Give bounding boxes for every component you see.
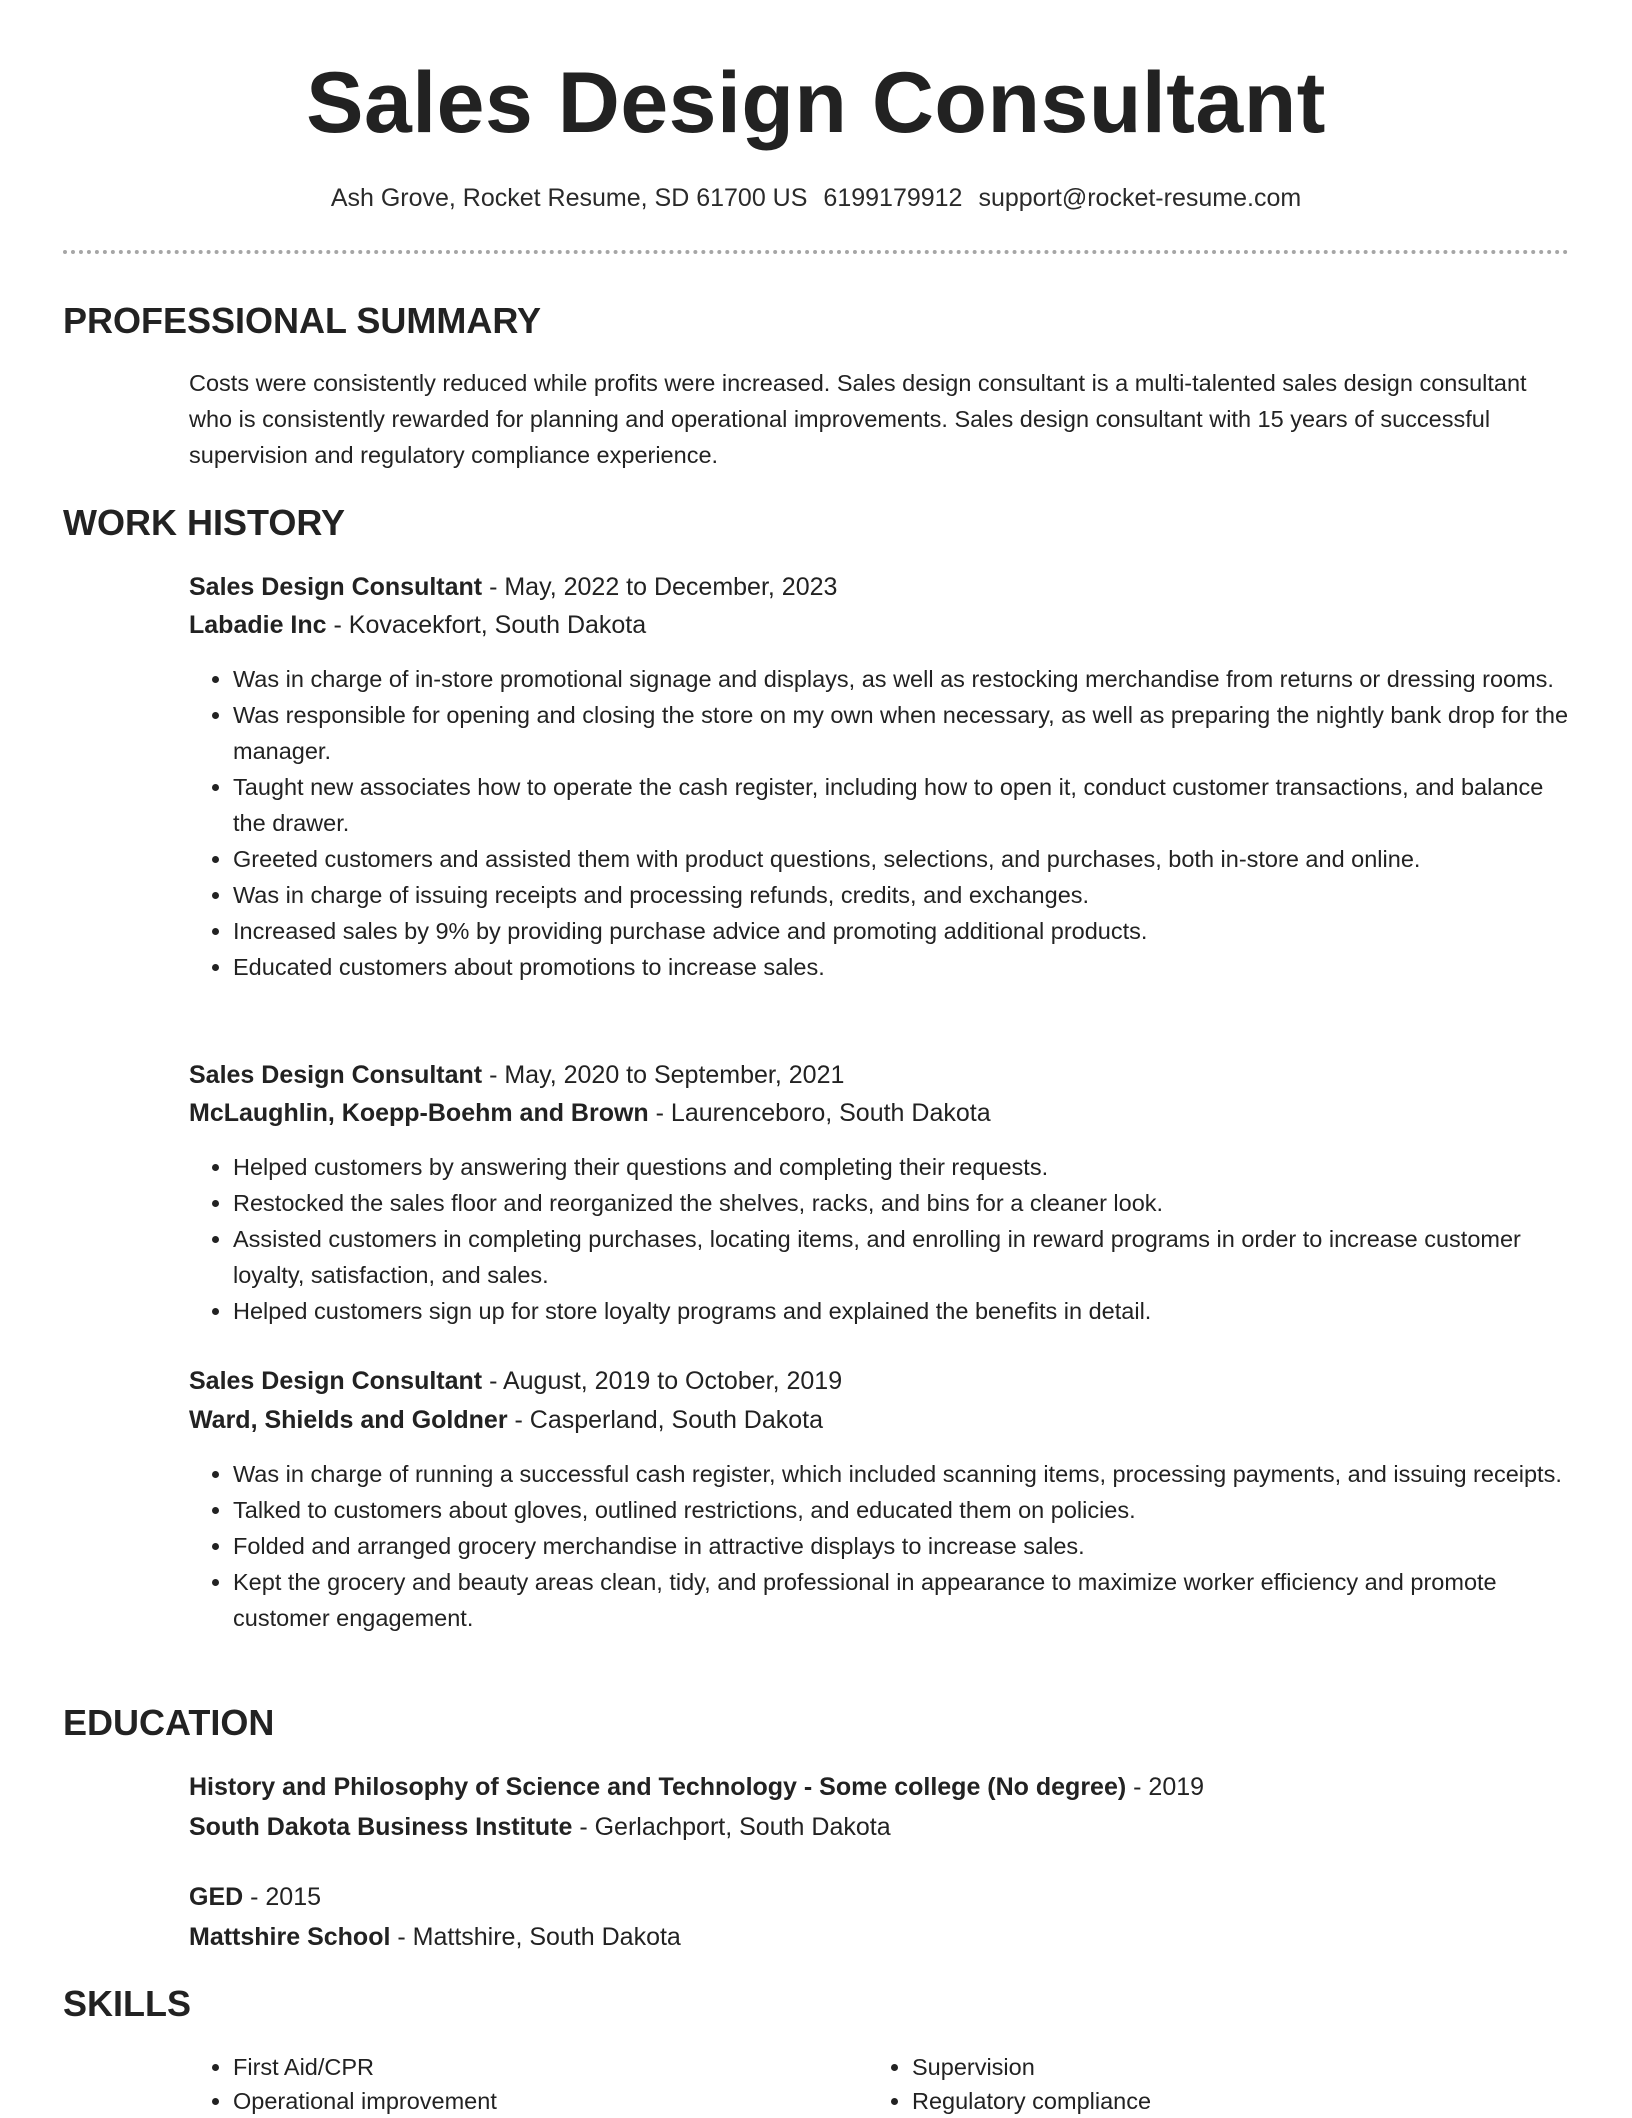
job-dates: - May, 2020 to September, 2021 [482,1061,845,1089]
job-bullet: • Was in charge of issuing receipts and processing refunds, credits, and exchanges. [233,877,1569,913]
job-company-line [189,606,1569,644]
skill-item: • Supervision [912,2050,1151,2084]
education-location: - Gerlachport, South Dakota [572,1813,891,1841]
job-company-line [189,1401,1569,1439]
skill-item: • First Aid/CPR [233,2050,497,2084]
education-school: Mattshire School [189,1923,391,1951]
job-bullet: • Educated customers about promotions to increase sales. [233,949,1569,985]
education-year: - 2015 [243,1883,322,1911]
skill-item: • Regulatory compliance [912,2084,1151,2118]
job-role: Sales Design Consultant [189,1061,483,1089]
education-school: South Dakota Business Institute [189,1813,573,1841]
job-company-line [189,1094,1569,1132]
job-bullet: • Assisted customers in completing purchases, locating items, and enrolling in reward programs in order to increase customer loyalty, satisfaction, and sales. [233,1221,1569,1293]
contact-phone: 6199179912 [823,184,963,212]
job-bullet: • Kept the grocery and beauty areas clean, tidy, and professional in appearance to maximize worker efficiency and promote customer engagement. [233,1564,1569,1636]
education-degree-line [189,1768,1569,1806]
skills-list-right [868,2050,1151,2118]
skills-list-left [189,2050,497,2118]
education-degree: GED [189,1883,244,1911]
education-degree-line [189,1878,1569,1916]
job-bullet: • Talked to customers about gloves, outlined restrictions, and educated them on policies. [233,1492,1569,1528]
skill-item: • Operational improvement [233,2084,497,2118]
education-school-line [189,1808,1569,1846]
education-degree: History and Philosophy of Science and Technology - Some college (No degree) [189,1773,1127,1801]
education-school-line [189,1918,1569,1956]
job-bullet-list [189,1456,1569,1636]
job-bullet: • Increased sales by 9% by providing purchase advice and promoting additional products. [233,913,1569,949]
contact-address: Ash Grove, Rocket Resume, SD 61700 US [330,184,808,212]
job-role: Sales Design Consultant [189,573,483,601]
job-bullet-list [189,661,1569,985]
contact-email[interactable]: support@rocket-resume.com [978,184,1302,212]
job-bullet: • Folded and arranged grocery merchandise in attractive displays to increase sales. [233,1528,1569,1564]
job-dates: - August, 2019 to October, 2019 [482,1367,843,1395]
job-title-line [189,568,1569,606]
job-company: McLaughlin, Koepp-Boehm and Brown [189,1099,649,1127]
section-title-skills: SKILLS [63,1983,192,2024]
section-title-education: EDUCATION [63,1702,275,1743]
job-location: - Kovacekfort, South Dakota [326,611,647,639]
job-dates: - May, 2022 to December, 2023 [482,573,838,601]
job-bullet: • Was in charge of in-store promotional signage and displays, as well as restocking merchandise from returns or dressing rooms. [233,661,1569,697]
job-bullet: • Was responsible for opening and closing the store on my own when necessary, as well as preparing the nightly bank drop for the manager. [233,697,1569,769]
job-bullet: • Was in charge of running a successful cash register, which included scanning items, processing payments, and issuing receipts. [233,1456,1569,1492]
job-bullet: • Greeted customers and assisted them with product questions, selections, and purchases, both in-store and online. [233,841,1569,877]
job-bullet: • Restocked the sales floor and reorganized the shelves, racks, and bins for a cleaner look. [233,1185,1569,1221]
job-role: Sales Design Consultant [189,1367,483,1395]
job-company: Labadie Inc [189,611,327,639]
education-year: - 2019 [1126,1773,1205,1801]
resume-name-heading: Sales Design Consultant [306,55,1326,151]
job-title-line [189,1056,1569,1094]
job-bullet-list [189,1149,1569,1329]
summary-text: Costs were consistently reduced while profits were increased. Sales design consultant is a multi-talented sales design consultant who is consistently rewarded for planning and operational improvements. Sales design consultant with 15 years of successful supervision and regulatory compliance experience. [189,370,1527,468]
education-location: - Mattshire, South Dakota [390,1923,681,1951]
job-company: Ward, Shields and Goldner [189,1406,508,1434]
job-location: - Laurenceboro, South Dakota [648,1099,991,1127]
job-bullet: • Helped customers sign up for store loyalty programs and explained the benefits in detail. [233,1293,1569,1329]
job-bullet: • Taught new associates how to operate the cash register, including how to open it, conduct customer transactions, and balance the drawer. [233,769,1569,841]
job-bullet: • Helped customers by answering their questions and completing their requests. [233,1149,1569,1185]
job-title-line [189,1362,1569,1400]
header-divider [63,250,1569,254]
section-title-summary: PROFESSIONAL SUMMARY [63,300,542,341]
contact-line [0,180,1632,216]
job-location: - Casperland, South Dakota [507,1406,824,1434]
section-title-work-history: WORK HISTORY [63,502,346,543]
